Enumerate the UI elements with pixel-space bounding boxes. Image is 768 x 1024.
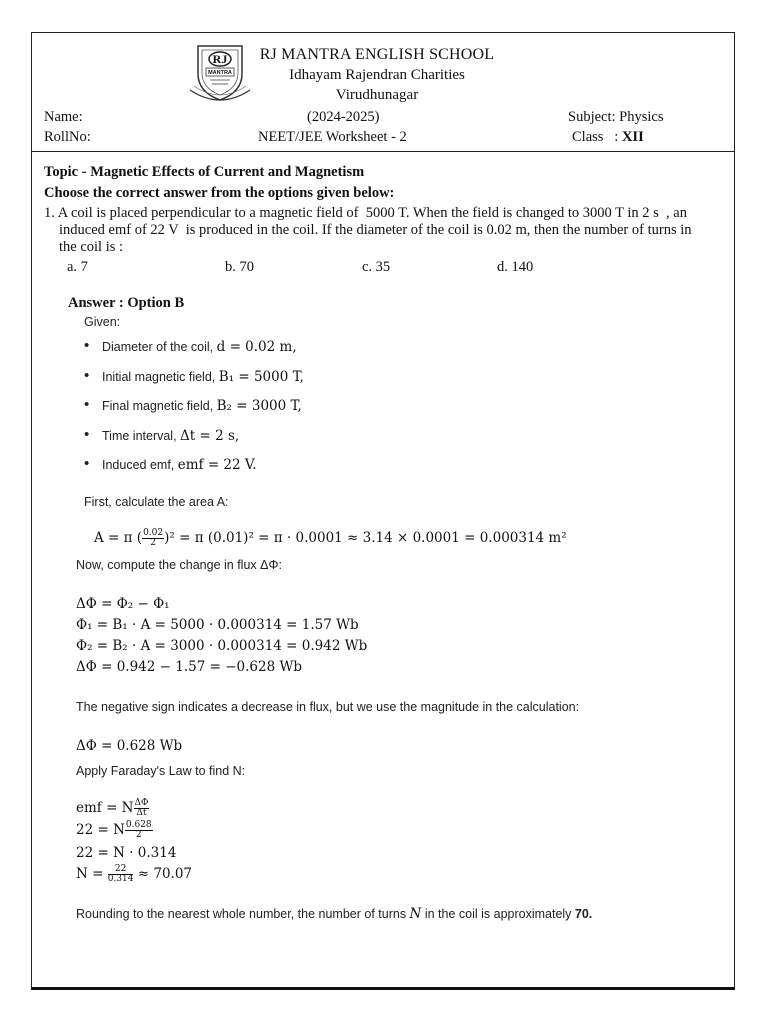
- option-a: a. 7: [67, 259, 88, 275]
- flux-intro: Now, compute the change in flux ΔΦ:: [76, 558, 282, 572]
- class-value: XII: [621, 129, 644, 145]
- academic-year: (2024-2025): [307, 109, 380, 125]
- faraday-line-3: 22 = N · 0.314: [76, 845, 177, 861]
- school-block: [32, 45, 532, 105]
- faraday-line-4: N = $\frac{22}{0.314}$ ≈ 70.07: [76, 864, 193, 884]
- flux-line-3: Φ₂ = B₂ · A = 3000 · 0.000314 = 0.942 Wb: [76, 638, 368, 654]
- logo-monogram: RJ: [212, 52, 228, 66]
- school-trust: Idhayam Rajendran Charities: [289, 67, 465, 83]
- school-name: RJ MANTRA ENGLISH SCHOOL: [259, 46, 495, 63]
- given-list: [84, 339, 304, 487]
- area-intro: First, calculate the area A:: [84, 495, 229, 509]
- given-label: Given:: [84, 315, 121, 329]
- given-item-final-field: • Final magnetic field, B₂ = 3000 T,: [84, 398, 304, 428]
- class-label: Class :: [572, 129, 622, 145]
- flux-line-1: ΔΦ = Φ₂ − Φ₁: [76, 596, 170, 612]
- faraday-line-2: 22 = N $\frac{0.628}{2}$: [76, 820, 152, 840]
- subject-label: Subject: Physics: [568, 109, 664, 125]
- faraday-intro: Apply Faraday's Law to find N:: [76, 764, 246, 778]
- option-c: c. 35: [362, 259, 391, 275]
- flux-line-2: Φ₁ = B₁ · A = 5000 · 0.000314 = 1.57 Wb: [76, 617, 359, 633]
- question-line-3: the coil is :: [59, 239, 124, 255]
- area-equation: A = π ( $\frac{0.02}{2}$ )² = π (0.01)² = π · 0.0001 ≈ 3.14 × 0.0001 = 0.000314 m²: [94, 528, 567, 548]
- worksheet-title: NEET/JEE Worksheet - 2: [258, 129, 407, 145]
- class-field: [572, 129, 644, 146]
- given-item-emf: • Induced emf, emf = 22 V.: [84, 457, 304, 487]
- worksheet-header: [32, 33, 734, 152]
- topic-heading: Topic - Magnetic Effects of Current and Magnetism: [44, 164, 365, 180]
- flux-magnitude: ΔΦ = 0.628 Wb: [76, 738, 183, 754]
- question-line-1: 1. A coil is placed perpendicular to a magnetic field of 5000 T. When the field is changed to 3000 T in 2 s , an: [44, 205, 687, 221]
- worksheet-page: [31, 32, 735, 990]
- negative-note: The negative sign indicates a decrease in flux, but we use the magnitude in the calculation:: [76, 700, 580, 714]
- question-line-2: induced emf of 22 V is produced in the coil. If the diameter of the coil is 0.02 m, then the number of turns in: [59, 222, 692, 238]
- faraday-line-1: emf = N $\frac{\Delta\Phi}{\Delta t}$: [76, 798, 149, 818]
- school-place: Virudhunagar: [335, 87, 419, 103]
- conclusion-text: Rounding to the nearest whole number, the number of turns N in the coil is approximately 70.: [76, 906, 593, 922]
- given-item-time-interval: • Time interval, Δt = 2 s,: [84, 428, 304, 458]
- logo-ribbon: MANTRA: [208, 70, 232, 76]
- answer-heading: Answer : Option B: [68, 295, 185, 311]
- given-item-diameter: • Diameter of the coil, d = 0.02 m,: [84, 339, 304, 369]
- option-b: b. 70: [225, 259, 254, 275]
- instruction-text: Choose the correct answer from the options given below:: [44, 185, 395, 201]
- flux-line-4: ΔΦ = 0.942 − 1.57 = −0.628 Wb: [76, 659, 302, 675]
- name-label: Name:: [44, 109, 83, 125]
- option-d: d. 140: [497, 259, 534, 275]
- given-item-initial-field: • Initial magnetic field, B₁ = 5000 T,: [84, 369, 304, 399]
- rollno-label: RollNo:: [44, 129, 91, 145]
